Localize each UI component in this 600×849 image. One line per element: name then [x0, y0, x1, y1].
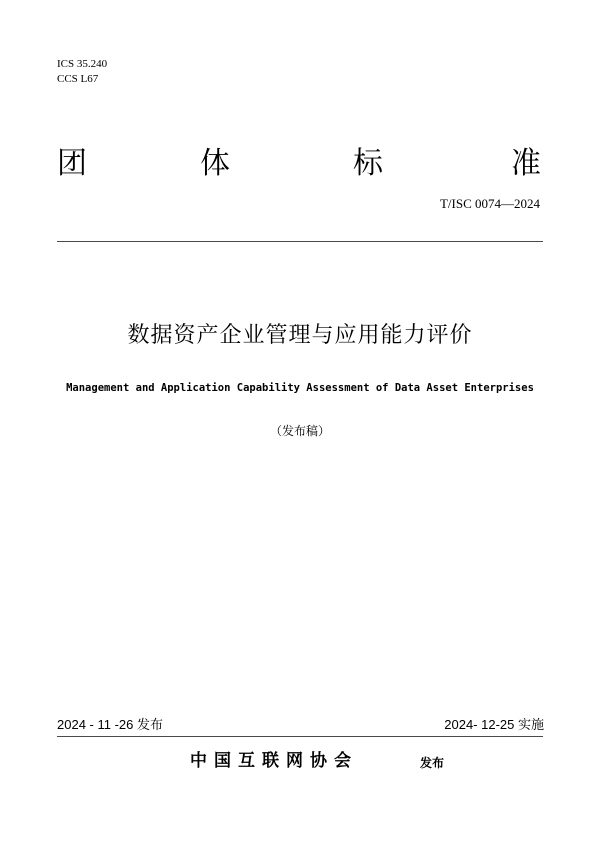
standard-type-char-1: 团 [57, 146, 87, 181]
ccs-code: CCS L67 [57, 73, 99, 85]
standard-type-char-3: 标 [353, 146, 383, 181]
standard-type-char-2: 体 [200, 146, 230, 181]
standard-type-char-4: 准 [511, 146, 541, 181]
standard-number: T/ISC 0074—2024 [439, 196, 540, 211]
title-english: Management and Application Capability Assessment of Data Asset Enterprises [66, 382, 534, 394]
bottom-divider [57, 736, 543, 737]
publisher-name: 中国互联网协会 [190, 751, 358, 771]
implementation-date: 2024- 12-25 实施 [444, 717, 544, 732]
draft-status: （发布稿） [269, 424, 330, 438]
ics-code: ICS 35.240 [57, 58, 108, 70]
publish-label: 发布 [420, 756, 445, 770]
title-chinese: 数据资产企业管理与应用能力评价 [127, 323, 473, 348]
top-divider [57, 241, 543, 242]
issue-date: 2024 - 11 -26 发布 [57, 717, 163, 732]
